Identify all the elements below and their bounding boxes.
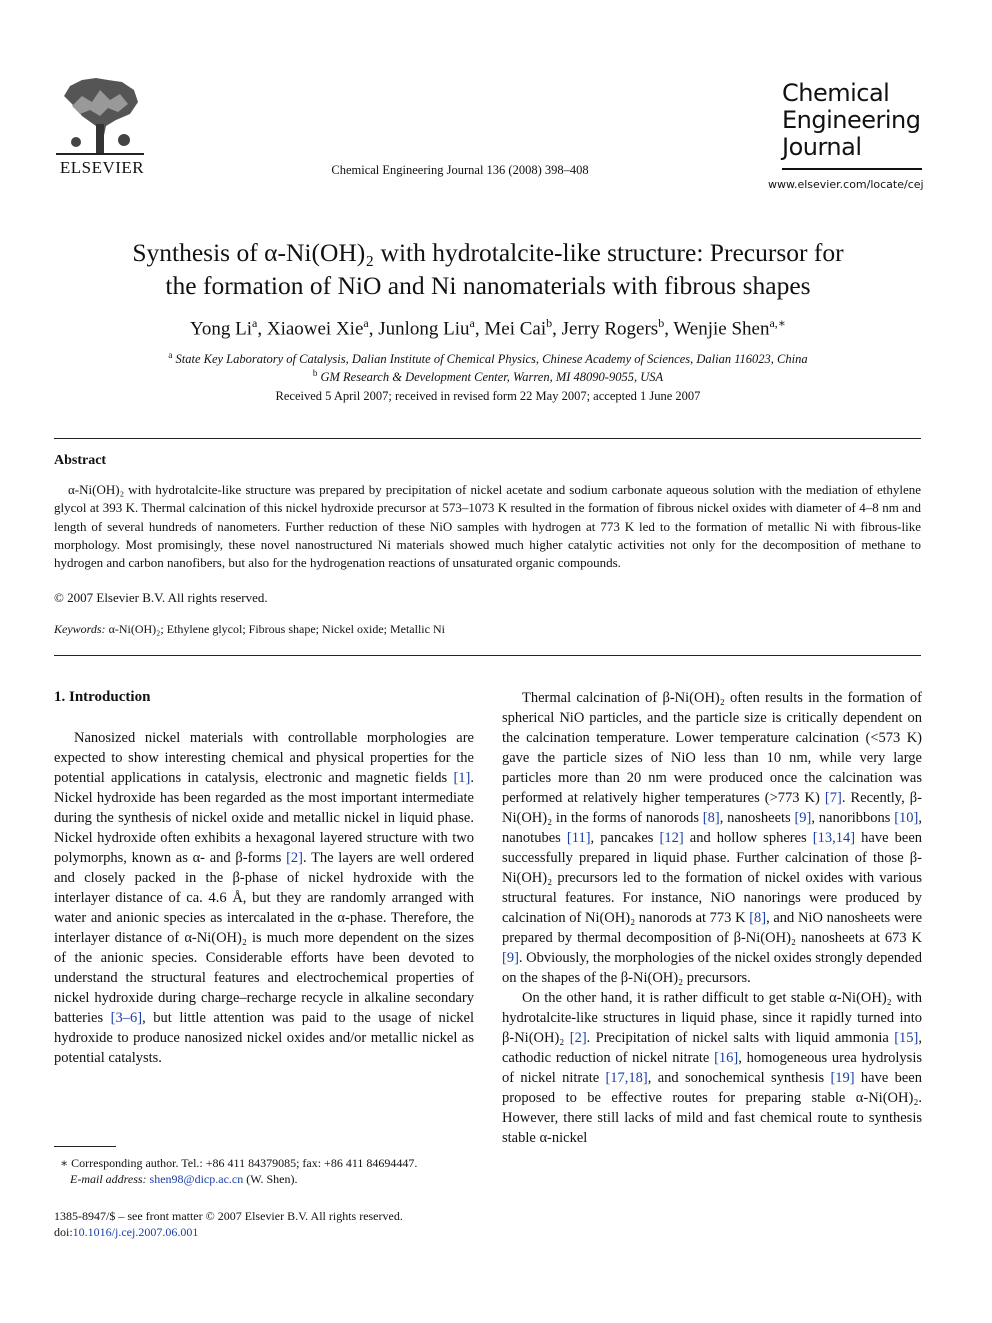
publisher-name: ELSEVIER xyxy=(59,158,145,177)
copyright-notice: © 2007 Elsevier B.V. All rights reserved. xyxy=(54,590,268,605)
citation-link[interactable]: [8] xyxy=(702,810,720,826)
citation-link[interactable]: [11] xyxy=(566,830,591,846)
journal-logo-rule xyxy=(782,168,922,170)
journal-url-link[interactable]: www.elsevier.com/locate/cej xyxy=(768,178,924,191)
body-text: , nanoribbons xyxy=(811,810,895,826)
journal-logo-line: Engineering xyxy=(782,106,921,134)
affiliation-text: GM Research & Development Center, Warren, MI 48090-9055, USA xyxy=(320,370,664,385)
body-text: Thermal calcination of β-Ni(OH)₂ often results in the formation of spherical NiO particles, and the particle size is critically dependent on the calcination temperature. Lower temperature calcination (<573 K) gave the particle sizes of NiO less than 10 nm, while very large particles more than 20 nm were produced once the calcination was performed at relatively higher temperatures (>773 K) xyxy=(502,690,922,806)
footnote-rule xyxy=(54,1146,116,1147)
author-name[interactable]: Jerry Rogers xyxy=(561,318,659,340)
author-affil-marker[interactable]: a xyxy=(252,316,258,330)
doi-label: doi: xyxy=(54,1225,73,1239)
right-column xyxy=(502,688,922,1148)
author-list: Yong Li$^a$, Xiaowei Xie$^a$, Junlong Liu$^a$, Mei Cai$^b$, Jerry Rogers$^b$, Wenjie Shen$^{a,∗}$ xyxy=(190,316,786,340)
citation-link[interactable]: [9] xyxy=(502,950,519,966)
body-text: , nanotubes xyxy=(502,810,922,846)
body-paragraph xyxy=(502,688,922,988)
keywords-label: Keywords: xyxy=(54,622,106,636)
citation-link[interactable]: [7] xyxy=(824,790,842,806)
email-link[interactable]: shen98@dicp.ac.cn xyxy=(149,1172,244,1186)
elsevier-tree-icon xyxy=(52,76,148,156)
affiliation-text: State Key Laboratory of Catalysis, Dalian Institute of Chemical Physics, Chinese Academy of Sciences, Dalian 116023, China xyxy=(175,352,808,367)
divider xyxy=(54,438,921,439)
corresponding-author-footnote xyxy=(60,1155,417,1187)
title-line: the formation of NiO and Ni nanomaterials with fibrous shapes xyxy=(165,271,811,300)
journal-logo xyxy=(782,80,922,161)
affiliation-b xyxy=(60,368,916,385)
keywords xyxy=(54,622,445,637)
body-text: . Nickel hydroxide has been regarded as the most important intermediate during the synthesis of nickel oxide and metallic nickel in liquid phase. Nickel hydroxide often exhibits a hexagonal layered structure with two polymorphs, known as α- and β-forms xyxy=(54,770,474,866)
keywords-list: α-Ni(OH)₂; Ethylene glycol; Fibrous shape; Nickel oxide; Metallic Ni xyxy=(108,622,445,636)
body-text: , homogeneous urea hydrolysis of nickel nitrate xyxy=(502,1050,922,1086)
citation-link[interactable]: [8] xyxy=(749,910,767,926)
divider xyxy=(54,655,921,656)
author-name[interactable]: Xiaowei Xie xyxy=(266,318,364,340)
article-title xyxy=(60,236,916,302)
author-name[interactable]: Yong Li xyxy=(190,318,253,340)
citation-link[interactable]: [9] xyxy=(794,810,812,826)
body-text: . Recently, β-Ni(OH)₂ in the forms of nanorods xyxy=(502,790,922,826)
citation-link[interactable]: [19] xyxy=(830,1070,855,1086)
journal-citation: Chemical Engineering Journal 136 (2008) 398–408 xyxy=(331,163,589,177)
received-dates: Received 5 April 2007; received in revised form 22 May 2007; accepted 1 June 2007 xyxy=(275,389,701,403)
body-paragraph xyxy=(54,728,474,1068)
body-text: have been proposed to be effective routes for preparing stable α-Ni(OH)₂. However, there still lacks of mild and fast chemical route to synthesis stable α-nickel xyxy=(502,1070,922,1146)
body-text: On the other hand, it is rather difficult to get stable α-Ni(OH)₂ with hydrotalcite-like structures in liquid phase, since it rapidly turned into β-Ni(OH)₂ xyxy=(502,990,922,1046)
body-text: , and NiO nanosheets were prepared by thermal decomposition of β-Ni(OH)₂ nanosheets at 673 K xyxy=(502,910,923,946)
journal-logo-line: Chemical xyxy=(782,79,890,107)
citation-link[interactable]: [16] xyxy=(714,1050,739,1066)
author-name[interactable]: Wenjie Shen xyxy=(673,318,770,340)
author-affil-marker[interactable]: a,∗ xyxy=(769,316,786,330)
citation-link[interactable]: [17,18] xyxy=(605,1070,648,1086)
left-column xyxy=(54,728,474,1068)
body-text: , pancakes xyxy=(590,830,660,846)
author-affil-marker[interactable]: a xyxy=(469,316,475,330)
abstract-body: α-Ni(OH)₂ with hydrotalcite-like structure was prepared by precipitation of nickel acetate and sodium carbonate aqueous solution with the mediation of ethylene glycol at 393 K. Thermal calcination of this nickel hydroxide precursor at 573–1073 K resulted in the formation of fibrous nickel oxides with diameter of 4–8 nm and length of several hundreds of nanometers. Further reduction of these NiO samples with hydrogen at 773 K led to the formation of metallic Ni with fibrous-like morphology. Most promisingly, these novel nanostructured Ni materials showed much higher catalytic activities not only for the decomposition of methane to hydrogen and carbon nanofibers, but also for the hydrogenation reactions of unsaturated organic compounds. xyxy=(54,482,921,571)
abstract-heading: Abstract xyxy=(54,453,107,468)
body-text: . Precipitation of nickel salts with liquid ammonia xyxy=(586,1030,895,1046)
body-text: , cathodic reduction of nickel nitrate xyxy=(502,1030,922,1066)
citation-link[interactable]: [2] xyxy=(569,1030,587,1046)
citation-link[interactable]: [12] xyxy=(659,830,684,846)
citation-link[interactable]: [2] xyxy=(286,850,303,866)
email-label: E-mail address: xyxy=(70,1172,147,1186)
footnote-text: Corresponding author. Tel.: +86 411 84379085; fax: +86 411 84694447. xyxy=(71,1156,418,1170)
issn-block xyxy=(54,1208,403,1240)
email-suffix: (W. Shen). xyxy=(243,1172,298,1186)
citation-link[interactable]: [15] xyxy=(894,1030,919,1046)
body-text: , but little attention was paid to the usage of nickel hydroxide to produce nanosized nickel oxides and/or metallic nickel as potential catalysts. xyxy=(54,1010,474,1066)
citation-link[interactable]: [13,14] xyxy=(812,830,856,846)
footnote-marker: ∗ xyxy=(60,1156,69,1170)
author-name[interactable]: Mei Cai xyxy=(484,318,547,340)
body-text: . Obviously, the morphologies of the nickel oxides strongly depended on the shapes of the β-Ni(OH)₂ precursors. xyxy=(502,950,922,986)
body-text: . The layers are well ordered and closely packed in the β-phase of nickel hydroxide with the interlayer distance of ca. 4.6 Å, but they are randomly arranged with water and anionic species as intercalated in the α-phase. Therefore, the interlayer distance of α-Ni(OH)₂ is much more dependent on the sizes of the anionic species. Considerable efforts have been devoted to understand the structural features and electrochemical properties of nickel hydroxide during charge–recharge recycle in alkaline secondary batteries xyxy=(54,850,474,1026)
affiliation-marker: b xyxy=(312,368,318,378)
body-text: and hollow spheres xyxy=(683,830,813,846)
affiliation-a xyxy=(60,350,916,367)
citation-link[interactable]: [3–6] xyxy=(110,1010,143,1026)
citation-link[interactable]: [10] xyxy=(894,810,919,826)
body-paragraph xyxy=(502,988,922,1148)
issn-line: 1385-8947/$ – see front matter © 2007 Elsevier B.V. All rights reserved. xyxy=(54,1209,403,1223)
body-text: have been successfully prepared in liquid phase. Further calcination of those β-Ni(OH)₂ precursors led to the formation of nickel oxides with various structural features. For instance, NiO nanorings were produced by calcination of Ni(OH)₂ nanorods at 773 K xyxy=(502,830,923,926)
author-affil-marker[interactable]: a xyxy=(363,316,369,330)
title-line: Synthesis of α-Ni(OH)₂ with hydrotalcite-like structure: Precursor for xyxy=(132,238,844,267)
body-text: , nanosheets xyxy=(719,810,795,826)
doi-link[interactable]: 10.1016/j.cej.2007.06.001 xyxy=(72,1225,199,1239)
author-affil-marker[interactable]: b xyxy=(658,316,665,330)
affiliation-marker: a xyxy=(168,350,173,360)
section-heading: 1. Introduction xyxy=(54,689,151,705)
body-text: , and sonochemical synthesis xyxy=(647,1070,831,1086)
journal-logo-line: Journal xyxy=(782,133,862,161)
author-name[interactable]: Junlong Liu xyxy=(378,318,470,340)
author-affil-marker[interactable]: b xyxy=(546,316,553,330)
citation-link[interactable]: [1] xyxy=(453,770,471,786)
body-text: Nanosized nickel materials with controllable morphologies are expected to show interesting chemical and physical properties for the potential applications in catalysis, electronic and magnetic fields xyxy=(54,730,474,786)
